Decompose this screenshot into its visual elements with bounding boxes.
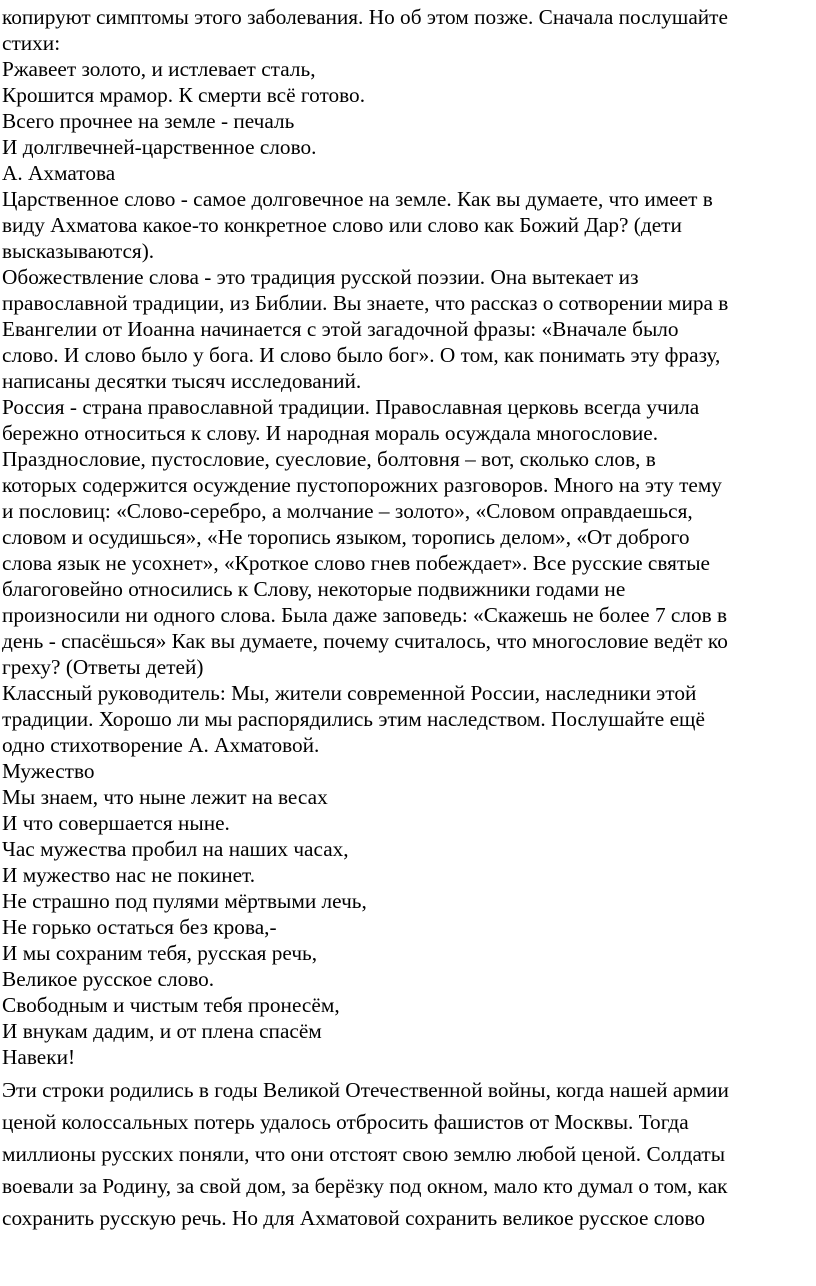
text-line: воевали за Родину, за свой дом, за берёзку под окном, мало кто думал о том, как	[2, 1174, 728, 1198]
text-line: традиции. Хорошо ли мы распорядились этим наследством. Послушайте ещё	[2, 707, 705, 731]
text-line: одно стихотворение А. Ахматовой.	[2, 733, 320, 757]
text-line: и пословиц: «Слово-серебро, а молчание – золото», «Словом оправдаешься,	[2, 499, 693, 523]
text-line: написаны десятки тысяч исследований.	[2, 369, 362, 393]
poem-author: А. Ахматова	[2, 161, 116, 185]
text-line: день - спасёшься» Как вы думаете, почему считалось, что многословие ведёт ко	[2, 629, 728, 653]
poem-line: Навеки!	[2, 1045, 76, 1069]
document-page	[2, 4, 812, 1234]
poem-line: Свободным и чистым тебя пронесём,	[2, 993, 340, 1017]
text-line: Евангелии от Иоанна начинается с этой загадочной фразы: «Вначале было	[2, 317, 679, 341]
poem-line: И мужество нас не покинет.	[2, 863, 256, 887]
poem-line: И мы сохраним тебя, русская речь,	[2, 941, 318, 965]
text-line: сохранить русскую речь. Но для Ахматовой сохранить великое русское слово	[2, 1206, 706, 1230]
poem-line: И внукам дадим, и от плена спасём	[2, 1019, 322, 1043]
text-line: православной традиции, из Библии. Вы знаете, что рассказ о сотворении мира в	[2, 291, 729, 315]
text-line: миллионы русских поняли, что они отстоят свою землю любой ценой. Солдаты	[2, 1142, 726, 1166]
text-line: греху? (Ответы детей)	[2, 655, 204, 679]
text-line: виду Ахматова какое-то конкретное слово или слово как Божий Дар? (дети	[2, 213, 682, 237]
text-line: Царственное слово - самое долговечное на земле. Как вы думаете, что имеет в	[2, 187, 713, 211]
poem-line: Крошится мрамор. К смерти всё готово.	[2, 83, 366, 107]
text-line: словом и осудишься», «Не торопись языком, торопись делом», «От доброго	[2, 525, 690, 549]
text-line: бережно относиться к слову. И народная мораль осуждала многословие.	[2, 421, 659, 445]
poem-line: И долглвечней-царственное слово.	[2, 135, 317, 159]
text-line: высказываются).	[2, 239, 155, 263]
poem-line: Не горько остаться без крова,-	[2, 915, 277, 939]
text-line: благоговейно относились к Слову, некоторые подвижники годами не	[2, 577, 626, 601]
poem-line: Всего прочнее на земле - печаль	[2, 109, 295, 133]
poem-line: Великое русское слово.	[2, 967, 215, 991]
text-line: слово. И слово было у бога. И слово было бог». О том, как понимать эту фразу,	[2, 343, 721, 367]
poem-line: Не страшно под пулями мёртвыми лечь,	[2, 889, 367, 913]
document-body	[2, 4, 812, 1070]
closing-paragraph	[2, 1074, 812, 1234]
text-line: стихи:	[2, 31, 61, 55]
text-line: произносили ни одного слова. Была даже заповедь: «Скажешь не более 7 слов в	[2, 603, 728, 627]
text-line: ценой колоссальных потерь удалось отбросить фашистов от Москвы. Тогда	[2, 1110, 689, 1134]
text-line: Обожествление слова - это традиция русской поэзии. Она вытекает из	[2, 265, 639, 289]
poem-line: Час мужества пробил на наших часах,	[2, 837, 349, 861]
text-line: Празднословие, пустословие, суесловие, болтовня – вот, сколько слов, в	[2, 447, 656, 471]
text-line: Эти строки родились в годы Великой Отечественной войны, когда нашей армии	[2, 1078, 729, 1102]
text-line: Россия - страна православной традиции. Православная церковь всегда учила	[2, 395, 700, 419]
poem-line: Мы знаем, что ныне лежит на весах	[2, 785, 328, 809]
text-line: слова язык не усохнет», «Кроткое слово гнев побеждает». Все русские святые	[2, 551, 711, 575]
poem-title: Мужество	[2, 759, 95, 783]
text-line: копируют симптомы этого заболевания. Но об этом позже. Сначала послушайте	[2, 5, 728, 29]
poem-line: Ржавеет золото, и истлевает сталь,	[2, 57, 316, 81]
poem-line: И что совершается ныне.	[2, 811, 230, 835]
text-line: Классный руководитель: Мы, жители современной России, наследники этой	[2, 681, 697, 705]
text-line: которых содержится осуждение пустопорожних разговоров. Много на эту тему	[2, 473, 722, 497]
